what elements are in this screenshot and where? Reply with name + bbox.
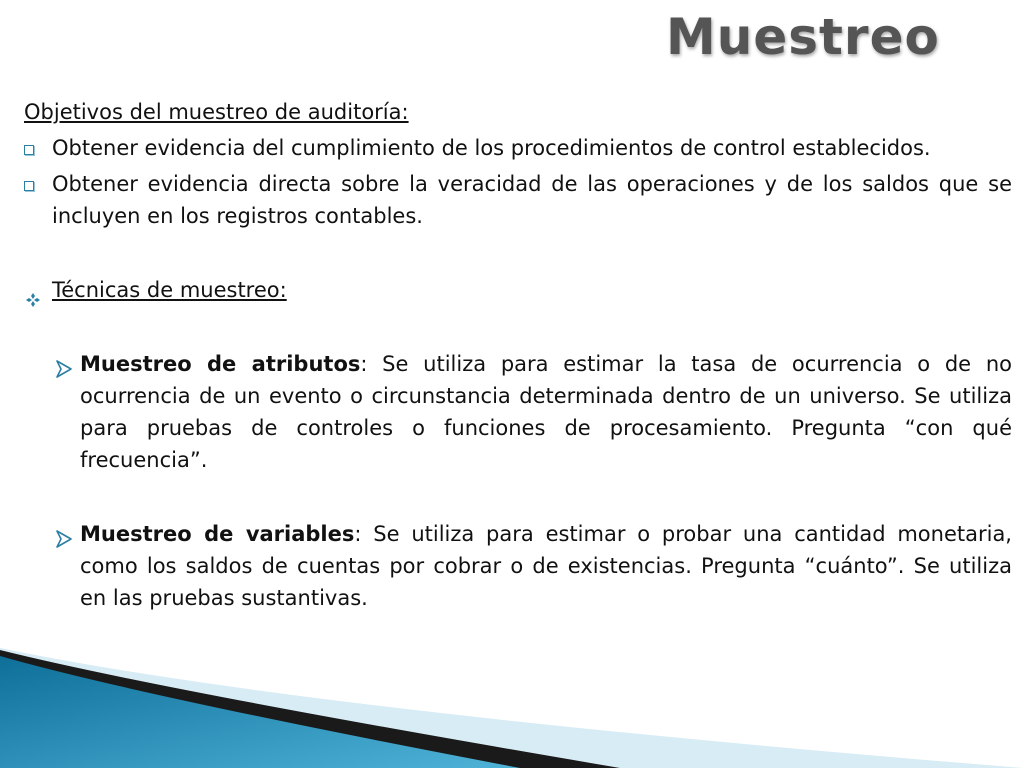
objective-item <box>24 168 1012 232</box>
techniques-heading: Técnicas de muestreo: <box>52 278 287 302</box>
technique-item <box>24 348 1012 476</box>
technique-term: Muestreo de atributos <box>80 352 361 376</box>
objective-item <box>24 132 1012 164</box>
four-diamond-bullet-icon <box>26 284 40 316</box>
slide-title: Muestreo <box>666 8 940 66</box>
square-bullet-icon <box>24 132 34 164</box>
slide-content <box>24 96 1012 614</box>
corner-wave-decoration <box>0 640 1024 768</box>
arrowhead-bullet-icon <box>56 525 72 557</box>
arrowhead-bullet-icon <box>56 355 72 387</box>
technique-text: : Se utiliza para estimar o probar una cantidad monetaria, como los saldos de cuentas por cobrar o de existencias. Pregunta “cuánto”. Se utiliza en las pruebas sustantivas. <box>80 522 1012 610</box>
technique-text: : Se utiliza para estimar la tasa de ocurrencia o de no ocurrencia de un evento o circunstancia determinada dentro de un universo. Se utiliza para pruebas de controles o funciones de procesamiento. Pregunta “con qué frecuencia”. <box>80 352 1012 472</box>
objective-text: Obtener evidencia del cumplimiento de los procedimientos de control establecidos. <box>52 136 931 160</box>
square-bullet-icon <box>24 168 34 200</box>
technique-item <box>24 518 1012 614</box>
technique-term: Muestreo de variables <box>80 522 355 546</box>
objective-text: Obtener evidencia directa sobre la veracidad de las operaciones y de los saldos que se incluyen en los registros contables. <box>52 172 1012 228</box>
techniques-heading-row <box>24 274 1012 306</box>
objectives-heading: Objetivos del muestreo de auditoría: <box>24 100 409 124</box>
